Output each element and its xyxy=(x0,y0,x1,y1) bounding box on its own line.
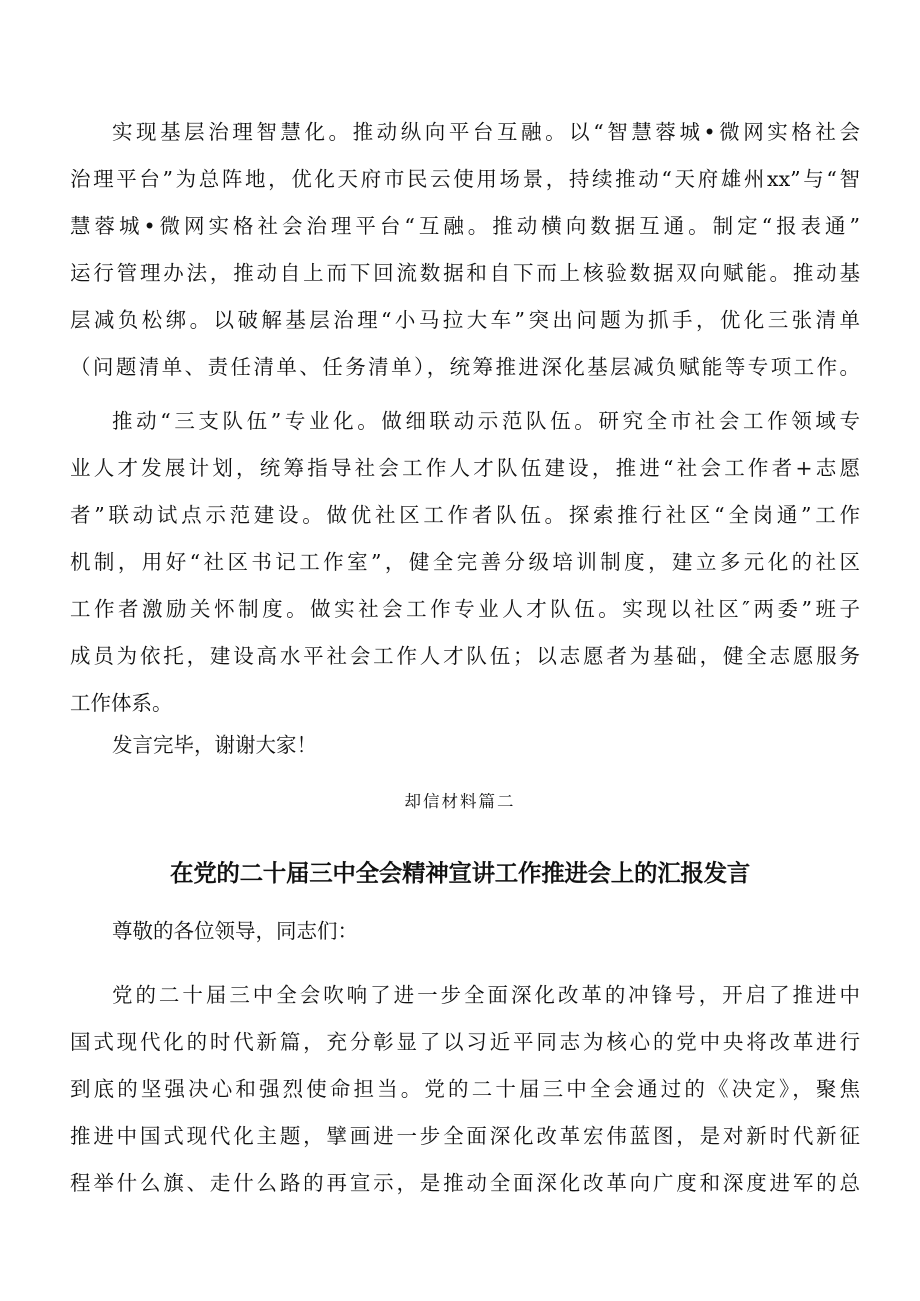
paragraph-line: 程举什么旗、走什么路的再宣示，是推动全面深化改革向广度和深度进军的总 xyxy=(70,1171,860,1195)
paragraph-line: 国式现代化的时代新篇，充分彰显了以习近平同志为核心的党中央将改革进行 xyxy=(70,1030,860,1054)
paragraph-line: 工作者激励关怀制度。做实社会工作专业人才队伍。实现以社区″两委”班子 xyxy=(70,597,860,621)
paragraph-line: 党的二十届三中全会吹响了进一步全面深化改革的冲锋号，开启了推进中 xyxy=(112,983,860,1007)
paragraph-line: 者”联动试点示范建设。做优社区工作者队伍。探索推行社区“全岗通”工作 xyxy=(70,503,860,527)
paragraph-plenum-intro xyxy=(70,972,860,1207)
salutation-line: 尊敬的各位领导，同志们： xyxy=(112,919,358,943)
salutation xyxy=(70,908,860,955)
paragraph-line: 层减负松绑。以破解基层治理“小马拉大车”突出问题为抓手，优化三张清单 xyxy=(70,308,860,332)
document-title: 在党的二十届三中全会精神宣讲工作推进会上的汇报发言 xyxy=(170,859,750,887)
paragraph-line: 推动“三支队伍”专业化。做细联动示范队伍。研究全市社会工作领域专 xyxy=(112,409,860,433)
paragraph-line: （问题清单、责任清单、任务清单），统筹推进深化基层减负赋能等专项工作。 xyxy=(70,355,860,379)
paragraph-line: 实现基层治理智慧化。推动纵向平台互融。以“智慧蓉城•微网实格社会 xyxy=(112,120,860,144)
paragraph-line: 业人才发展计划，统筹指导社会工作人才队伍建设，推进“社会工作者+志愿 xyxy=(70,456,860,480)
paragraph-line: 治理平台”为总阵地，优化天府市民云使用场景，持续推动“天府雄州xx”与“智 xyxy=(70,167,860,191)
paragraph-line: 工作体系。 xyxy=(70,691,173,715)
section-label: 却信材料篇二 xyxy=(404,792,516,811)
paragraph-line: 到底的坚强决心和强烈使命担当。党的二十届三中全会通过的《决定》，聚焦 xyxy=(70,1077,860,1101)
paragraph-three-teams xyxy=(70,398,860,727)
paragraph-line: 慧蓉城•微网实格社会治理平台“互融。推动横向数据互通。制定“报表通” xyxy=(70,214,860,238)
paragraph-grassroots-governance xyxy=(70,109,860,391)
paragraph-line: 机制，用好“社区书记工作室”，健全完善分级培训制度，建立多元化的社区 xyxy=(70,550,860,574)
closing-remark xyxy=(70,722,860,769)
closing-line: 发言完毕，谢谢大家！ xyxy=(112,733,317,757)
paragraph-line: 成员为依托，建设高水平社会工作人才队伍；以志愿者为基础，健全志愿服务 xyxy=(70,644,860,668)
paragraph-line: 推进中国式现代化主题，擘画进一步全面深化改革宏伟蓝图，是对新时代新征 xyxy=(70,1124,860,1148)
paragraph-line: 运行管理办法，推动自上而下回流数据和自下而上核验数据双向赋能。推动基 xyxy=(70,261,860,285)
